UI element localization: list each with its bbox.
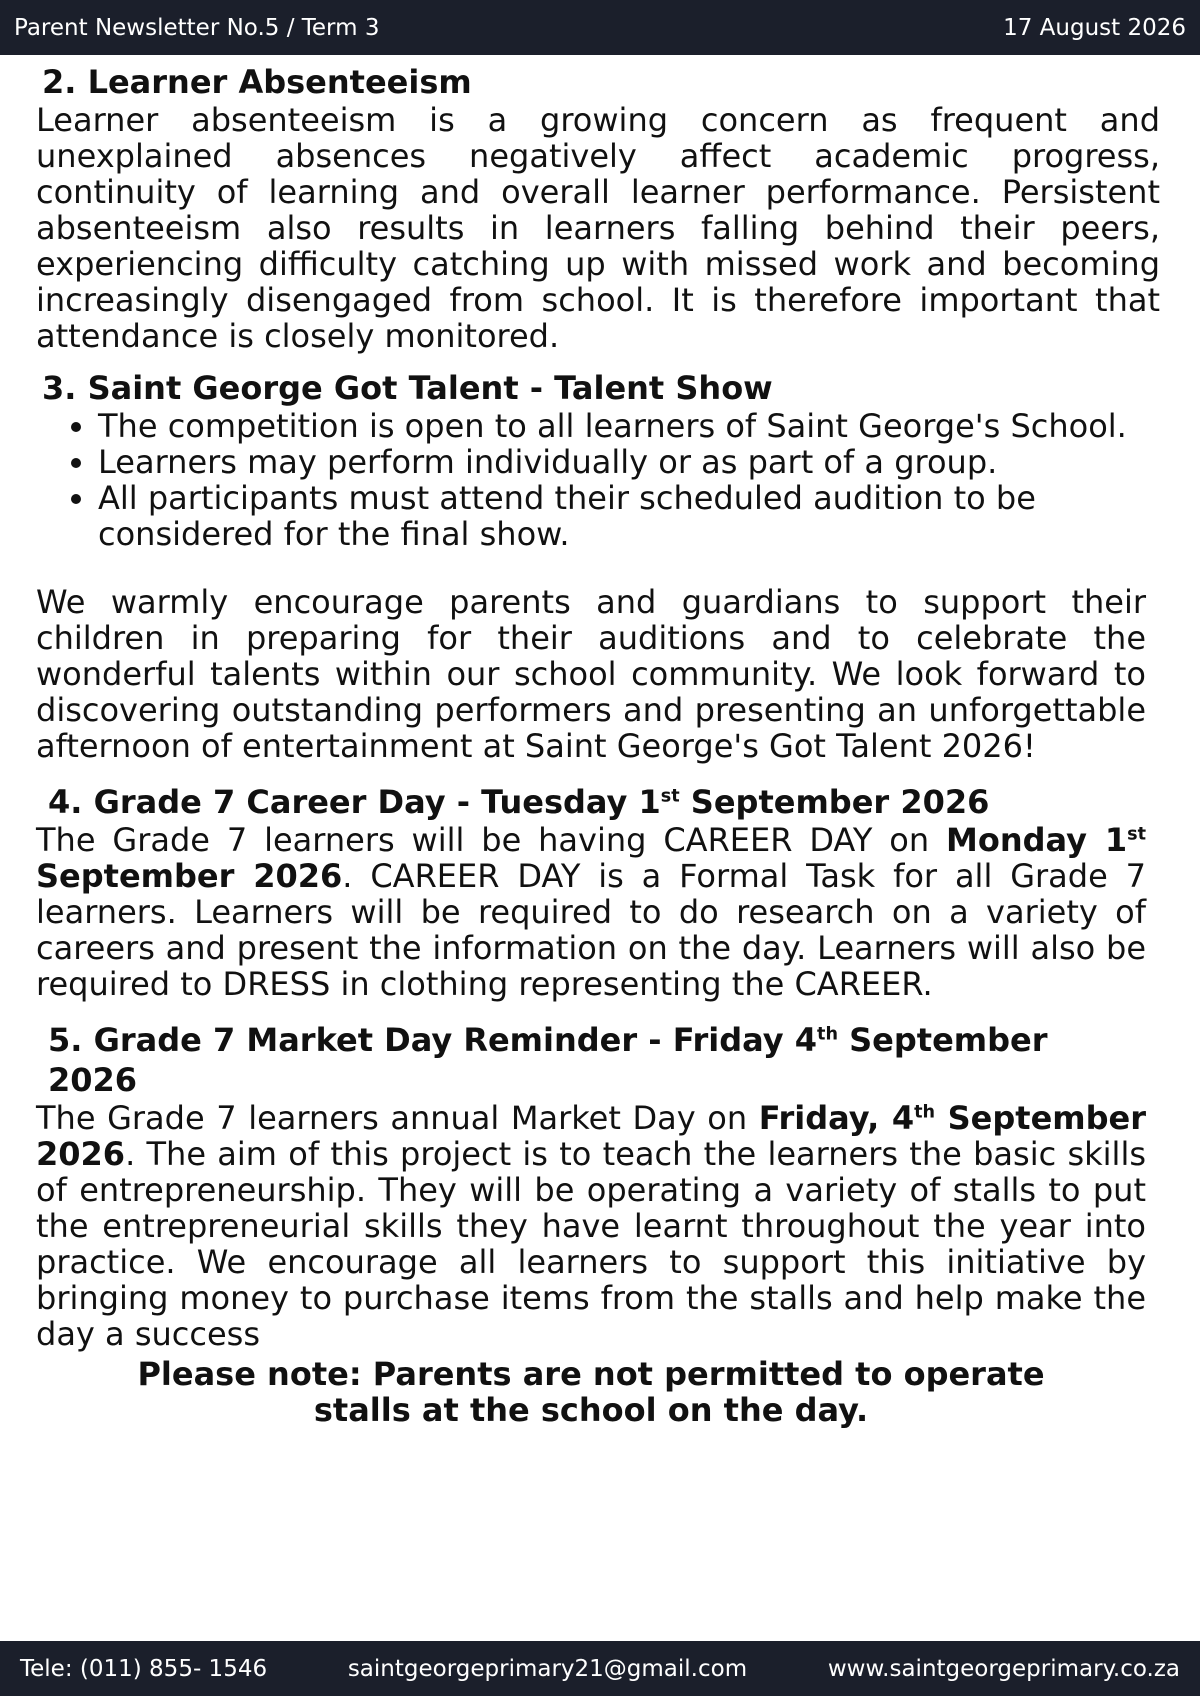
talent-show-rules-list	[36, 408, 1160, 552]
newsletter-body	[36, 62, 1160, 1428]
section-learner-absenteeism	[36, 62, 1160, 354]
section-talent-show	[36, 368, 1160, 764]
section-market-day	[36, 1020, 1146, 1428]
section-title: 3. Saint George Got Talent - Talent Show	[42, 369, 773, 407]
paragraph-text: . CAREER DAY is a Formal Task for all Grade 7 learners. Learners will be required to do research on a variety of careers and present the information on the day. Learners will also be required to DRESS in clothing representing the CAREER.	[36, 857, 1147, 1003]
section-paragraph	[36, 1100, 1146, 1352]
parents-note: Please note: Parents are not permitted to operate stalls at the school on the day.	[137, 1355, 1045, 1429]
newsletter-footer-bar	[0, 1641, 1200, 1696]
section-title	[36, 782, 1146, 822]
newsletter-date: 17 August 2026	[1003, 14, 1186, 41]
newsletter-header-bar	[0, 0, 1200, 55]
paragraph-text: . The aim of this project is to teach the learners the basic skills of entrepreneurship. They will be operating a variety of stalls to put the entrepreneurial skills they have learnt throughout the year into practice. We encourage all learners to support this initiative by bringing money to purchase items from the stalls and help make the day a success	[36, 1135, 1146, 1353]
date-text: September 2026	[36, 857, 343, 895]
title-text: September 2026	[48, 1021, 1048, 1099]
section-paragraph: Learner absenteeism is a growing concern as frequent and unexplained absences negatively affect academic progress, continuity of learning and overall learner performance. Persistent absenteeism also results in learners falling behind their peers, experiencing difficulty catching up with missed work and becoming increasingly disengaged from school. It is therefore important that attendance is closely monitored.	[36, 101, 1160, 355]
title-text: September 2026	[679, 783, 990, 821]
section-paragraph	[36, 822, 1146, 1002]
section-career-day	[36, 782, 1146, 1002]
newsletter-issue: Parent Newsletter No.5 / Term 3	[14, 14, 380, 41]
footer-telephone: Tele: (011) 855- 1546	[20, 1655, 268, 1682]
list-item: • Learners may perform individually or as part of a group.	[98, 444, 1160, 480]
paragraph-text: The Grade 7 learners will be having CAREER DAY on	[36, 821, 947, 859]
list-item: • All participants must attend their scheduled audition to be considered for the final show.	[98, 480, 1160, 552]
section-title: 2. Learner Absenteeism	[42, 63, 472, 101]
section-paragraph: We warmly encourage parents and guardians to support their children in preparing for their auditions and to celebrate the wonderful talents within our school community. We look forward to discovering outstanding performers and presenting an unforgettable afternoon of entertainment at Saint George's Got Talent 2026!	[36, 583, 1146, 765]
title-text: 5. Grade 7 Market Day Reminder - Friday 4	[48, 1021, 818, 1059]
date-text: Friday, 4	[758, 1099, 915, 1137]
title-ordinal: st	[660, 786, 680, 807]
paragraph-text: The Grade 7 learners annual Market Day on	[36, 1099, 759, 1137]
section-title	[36, 1020, 1146, 1100]
title-ordinal: th	[817, 1024, 838, 1045]
date-text: Monday 1	[946, 821, 1128, 859]
date-ordinal: th	[914, 1102, 936, 1123]
list-item: • The competition is open to all learners of Saint George's School.	[98, 408, 1160, 444]
footer-website[interactable]: www.saintgeorgeprimary.co.za	[827, 1655, 1180, 1682]
footer-email[interactable]: saintgeorgeprimary21@gmail.com	[347, 1655, 748, 1682]
date-ordinal: st	[1127, 824, 1147, 845]
date-text: September 2026	[36, 1099, 1147, 1173]
title-text: 4. Grade 7 Career Day - Tuesday 1	[48, 783, 661, 821]
